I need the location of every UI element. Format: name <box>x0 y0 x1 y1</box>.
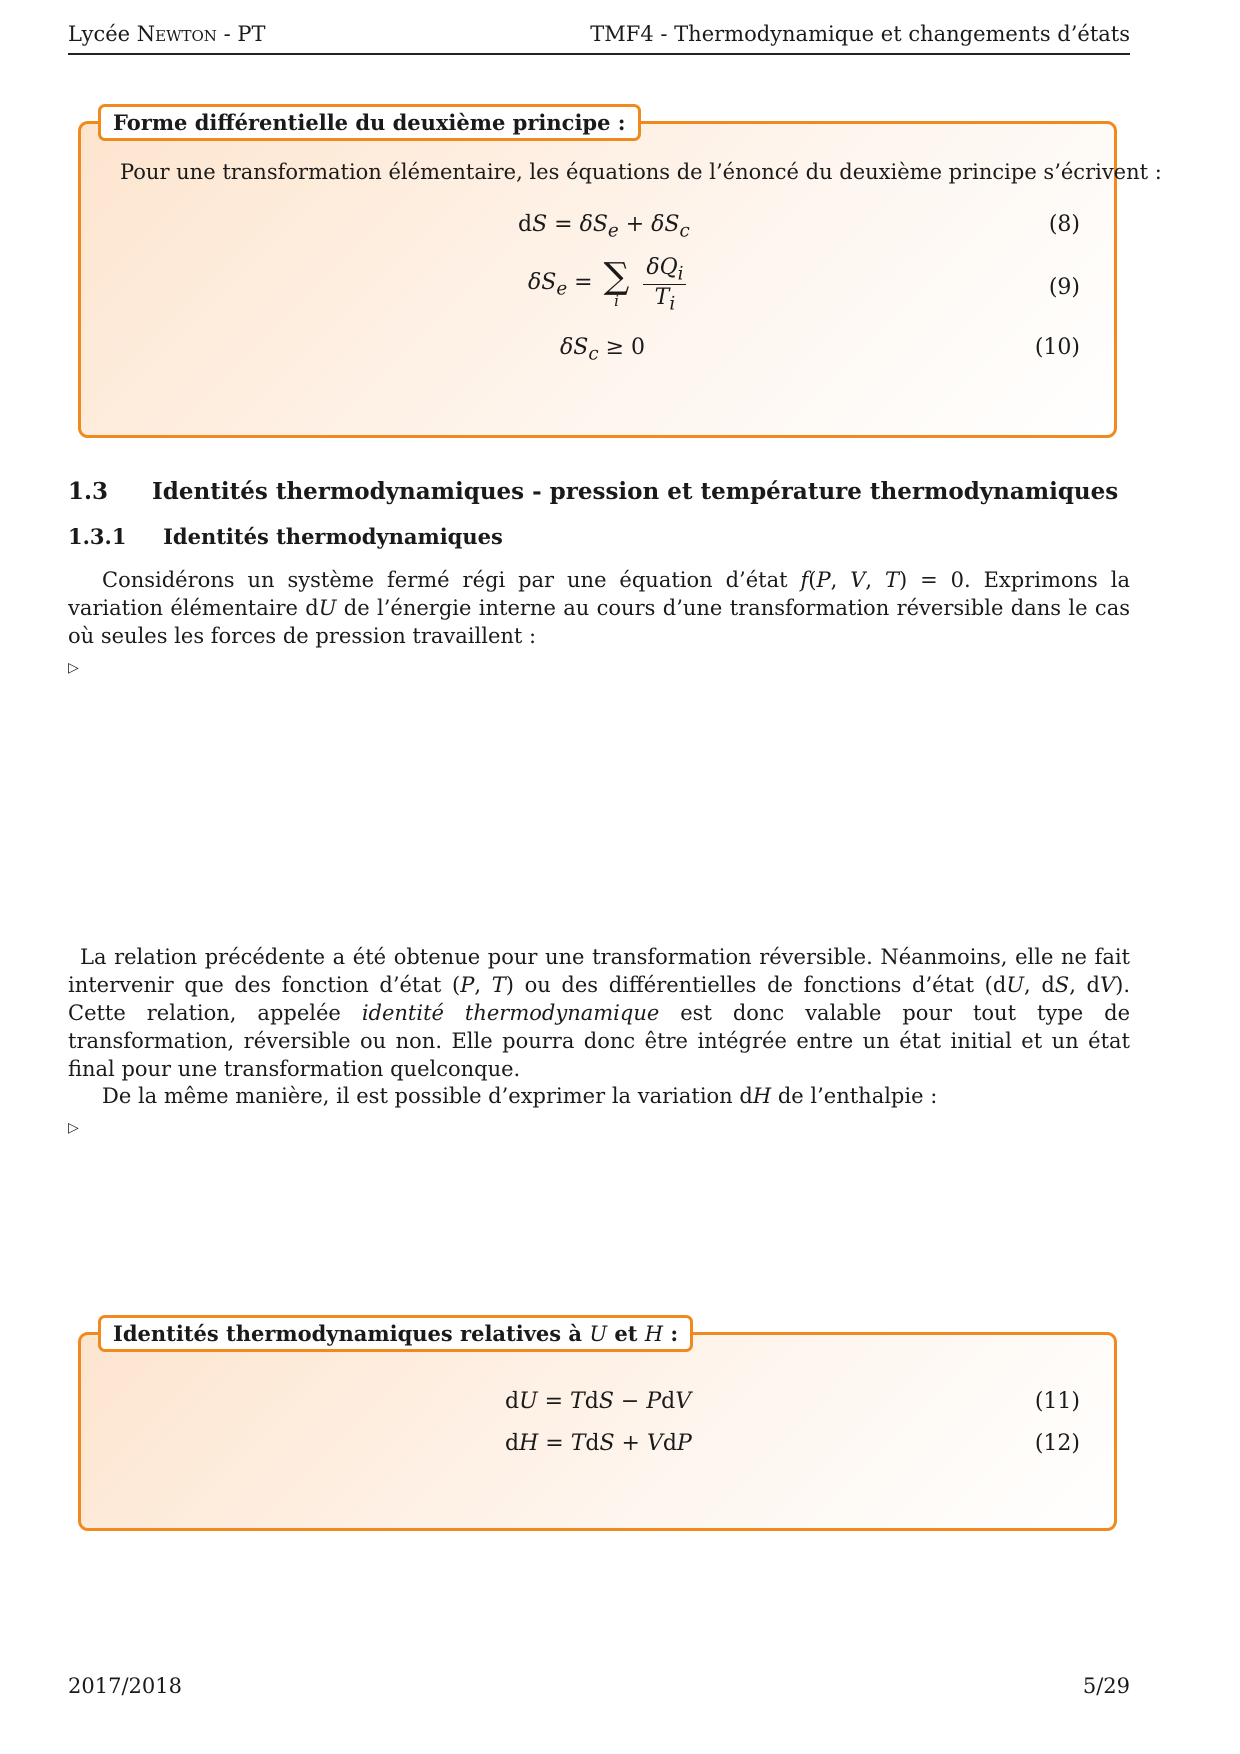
paragraph-enthalpy: De la même manière, il est possible d’exprimer la variation dH de l’enthalpie : <box>102 1084 938 1108</box>
box1-intro: Pour une transformation élémentaire, les équations de l’énoncé du deuxième principe s’écrivent : <box>120 160 1162 184</box>
term-thermodynamic-identity: identité thermodynamique <box>361 1001 660 1025</box>
equation-11: dU = TdS − PdV <box>505 1389 692 1414</box>
subsection-number: 1.3.1 <box>68 524 127 549</box>
section-heading <box>68 478 1118 505</box>
box-title-second-principle: Forme différentielle du deuxième principe : <box>98 104 641 141</box>
header-chapter: TMF4 - Thermodynamique et changements d’états <box>590 22 1130 46</box>
triangle-marker-2: ▷ <box>68 1120 79 1136</box>
footer-year: 2017/2018 <box>68 1674 182 1698</box>
header-school <box>68 22 266 46</box>
header-rule <box>68 53 1130 55</box>
triangle-marker-1: ▷ <box>68 660 79 676</box>
fraction: $\frac{\delta Q_i}{T_i}$ <box>643 255 686 315</box>
sum-symbol: ∑ i <box>603 256 630 311</box>
box-title-identities: Identités thermodynamiques relatives à U et H : <box>98 1315 693 1352</box>
paragraph-state-equation: Considérons un système fermé régi par une équation d’état f(P, V, T) = 0. Exprimons la variation élémentaire dU de l’énergie interne au cours d’une transformation réversible dans le cas où seules les forces de pression travaillent : <box>68 568 1130 648</box>
equation-10-number: (10) <box>1034 335 1080 360</box>
equation-12-number: (12) <box>1034 1431 1080 1456</box>
header-school-name: Newton <box>136 22 217 46</box>
footer-page: 5/29 <box>1082 1674 1130 1698</box>
equation-11-number: (11) <box>1034 1389 1080 1414</box>
subsection-title: Identités thermodynamiques <box>163 524 503 549</box>
section-number: 1.3 <box>68 478 109 505</box>
equation-8-number: (8) <box>1048 212 1080 237</box>
paragraph-identity: La relation précédente a été obtenue pour une transformation réversible. Néanmoins, elle ne fait intervenir que des fonction d’état (P, T) ou des différentielles de fonctions d’état (dU, dS, dV). Cette relation, appelée identité thermodynamique est donc valable pour tout type de transformation, réversible ou non. Elle pourra donc être intégrée entre un état initial et un état final pour une transformation quelconque. <box>68 945 1131 1081</box>
equation-10: $\delta S_c \ge 0$ <box>560 335 646 365</box>
equation-9-number: (9) <box>1048 275 1080 300</box>
subsection-heading <box>68 524 503 549</box>
section-title: Identités thermodynamiques - pression et température thermodynamiques <box>152 478 1119 505</box>
equation-9: $\delta S_e$ = ∑ i $\frac{\delta Q_i}{T_i}$ <box>528 255 689 315</box>
equation-12: dH = TdS + VdP <box>505 1431 692 1456</box>
header-school-prefix: Lycée <box>68 22 131 46</box>
header-school-suffix: - PT <box>223 22 266 46</box>
equation-8: dS = $\delta S_e + \delta S_c$ <box>518 212 690 242</box>
